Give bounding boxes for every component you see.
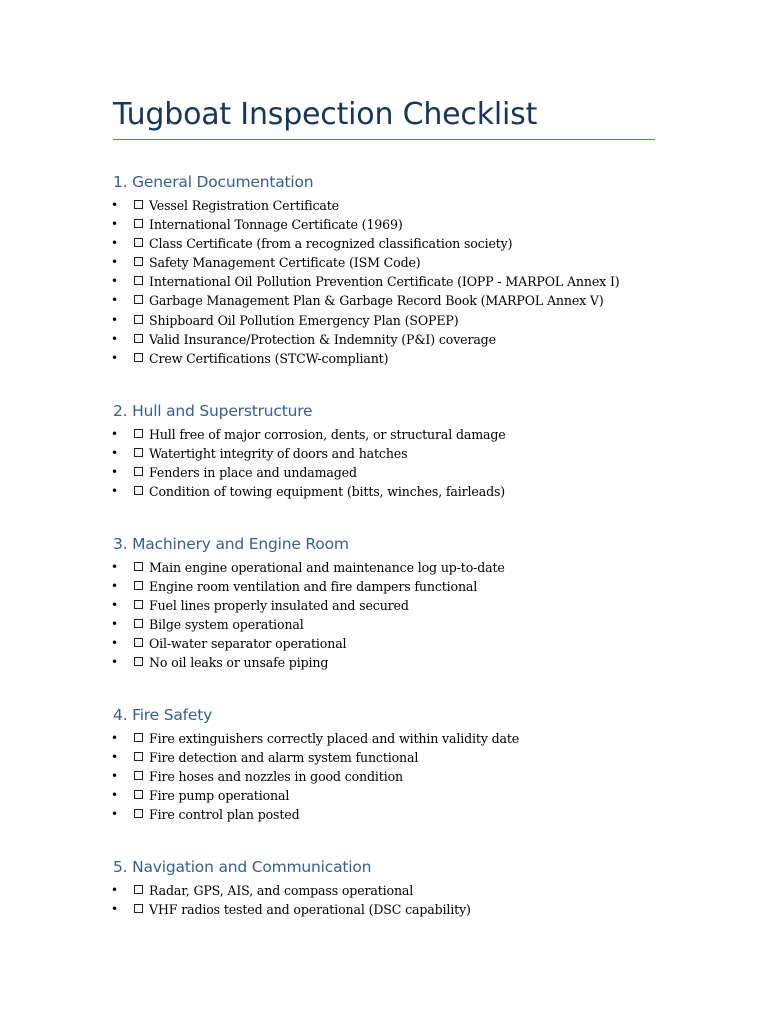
checklist-item	[113, 558, 673, 577]
empty-checkbox-icon	[134, 904, 143, 913]
bullet-icon: •	[111, 560, 118, 574]
bullet-icon: •	[111, 331, 118, 346]
checklist-item	[113, 463, 673, 482]
checklist-items	[113, 558, 673, 673]
empty-checkbox-icon	[134, 790, 143, 799]
checklist-item-text: Watertight integrity of doors and hatches	[149, 446, 408, 462]
document-title: Tugboat Inspection Checklist	[113, 97, 538, 132]
checklist-item	[113, 196, 673, 215]
checklist-item	[113, 272, 673, 291]
checklist-item-text: Radar, GPS, AIS, and compass operational	[149, 883, 414, 898]
bullet-icon: •	[111, 807, 118, 822]
checklist-section	[113, 401, 673, 501]
checklist-item-text: International Tonnage Certificate (1969)	[149, 217, 403, 233]
checklist-item	[113, 311, 673, 330]
empty-checkbox-icon	[134, 448, 143, 457]
bullet-icon: •	[111, 350, 118, 365]
bullet-icon: •	[111, 636, 118, 651]
bullet-icon: •	[111, 217, 118, 232]
bullet-icon: •	[111, 883, 118, 897]
bullet-icon: •	[111, 617, 118, 632]
checklist-item	[113, 482, 673, 501]
checklist-item-text: Shipboard Oil Pollution Emergency Plan (SOPEP)	[149, 312, 459, 328]
checklist-item-text: Crew Certifications (STCW-compliant)	[149, 350, 389, 366]
empty-checkbox-icon	[134, 619, 143, 628]
empty-checkbox-icon	[134, 752, 143, 761]
bullet-icon: •	[111, 198, 118, 212]
checklist-item-text: Fenders in place and undamaged	[149, 465, 357, 481]
empty-checkbox-icon	[134, 429, 143, 438]
empty-checkbox-icon	[134, 219, 143, 228]
empty-checkbox-icon	[134, 238, 143, 247]
empty-checkbox-icon	[134, 600, 143, 609]
checklist-item-text: Class Certificate (from a recognized classification society)	[149, 236, 513, 252]
checklist-item	[113, 767, 673, 786]
empty-checkbox-icon	[134, 771, 143, 780]
bullet-icon: •	[111, 236, 118, 251]
checklist-item	[113, 881, 673, 900]
empty-checkbox-icon	[134, 200, 143, 209]
empty-checkbox-icon	[134, 581, 143, 590]
checklist-item-text: Bilge system operational	[149, 617, 304, 633]
checklist-item	[113, 615, 673, 634]
checklist-section	[113, 857, 673, 919]
bullet-icon: •	[111, 788, 118, 803]
section-heading: 5. Navigation and Communication	[113, 858, 372, 876]
checklist-item	[113, 253, 673, 272]
checklist-item	[113, 596, 673, 615]
checklist-item-text: Fire detection and alarm system functional	[149, 750, 419, 766]
document-page	[113, 0, 655, 140]
bullet-icon: •	[111, 255, 118, 270]
checklist-item-text: Fire pump operational	[149, 788, 290, 804]
empty-checkbox-icon	[134, 657, 143, 666]
checklist-item	[113, 634, 673, 653]
checklist-item-text: Condition of towing equipment (bitts, winches, fairleads)	[149, 484, 506, 500]
bullet-icon: •	[111, 598, 118, 613]
checklist-item-text: Oil-water separator operational	[149, 636, 347, 652]
checklist-section	[113, 172, 673, 368]
checklist-item-text: No oil leaks or unsafe piping	[149, 655, 329, 671]
checklist-item-text: Fire extinguishers correctly placed and within validity date	[149, 731, 520, 746]
checklist-item-text: International Oil Pollution Prevention Certificate (IOPP - MARPOL Annex I)	[149, 274, 620, 290]
section-heading: 3. Machinery and Engine Room	[113, 535, 349, 553]
empty-checkbox-icon	[134, 315, 143, 324]
checklist-item-text: Garbage Management Plan & Garbage Record Book (MARPOL Annex V)	[149, 293, 604, 309]
checklist-item	[113, 900, 673, 919]
checklist-items	[113, 881, 673, 919]
bullet-icon: •	[111, 484, 118, 499]
empty-checkbox-icon	[134, 353, 143, 362]
checklist-item-text: VHF radios tested and operational (DSC capability)	[149, 902, 471, 918]
empty-checkbox-icon	[134, 257, 143, 266]
checklist-items	[113, 196, 673, 368]
empty-checkbox-icon	[134, 486, 143, 495]
empty-checkbox-icon	[134, 562, 143, 571]
checklist-item-text: Fire hoses and nozzles in good condition	[149, 769, 403, 785]
bullet-icon: •	[111, 446, 118, 461]
section-heading: 2. Hull and Superstructure	[113, 402, 313, 420]
checklist-items	[113, 729, 673, 824]
checklist-item-text: Hull free of major corrosion, dents, or structural damage	[149, 427, 506, 442]
bullet-icon: •	[111, 579, 118, 594]
checklist-item-text: Main engine operational and maintenance log up-to-date	[149, 560, 505, 575]
checklist-item	[113, 215, 673, 234]
section-heading: 1. General Documentation	[113, 173, 314, 191]
checklist-item	[113, 349, 673, 368]
bullet-icon: •	[111, 293, 118, 308]
checklist-item	[113, 291, 673, 310]
checklist-section	[113, 705, 673, 824]
checklist-item	[113, 234, 673, 253]
checklist-item	[113, 330, 673, 349]
checklist-item	[113, 786, 673, 805]
checklist-items	[113, 425, 673, 501]
checklist-item-text: Valid Insurance/Protection & Indemnity (P&I) coverage	[149, 331, 496, 347]
checklist-item	[113, 444, 673, 463]
bullet-icon: •	[111, 750, 118, 765]
empty-checkbox-icon	[134, 885, 143, 894]
empty-checkbox-icon	[134, 638, 143, 647]
bullet-icon: •	[111, 312, 118, 327]
checklist-item	[113, 729, 673, 748]
empty-checkbox-icon	[134, 467, 143, 476]
bullet-icon: •	[111, 427, 118, 441]
empty-checkbox-icon	[134, 276, 143, 285]
checklist-item	[113, 805, 673, 824]
checklist-item	[113, 425, 673, 444]
checklist-item-text: Safety Management Certificate (ISM Code)	[149, 255, 421, 271]
empty-checkbox-icon	[134, 733, 143, 742]
bullet-icon: •	[111, 731, 118, 745]
checklist-item-text: Engine room ventilation and fire dampers functional	[149, 579, 478, 595]
bullet-icon: •	[111, 274, 118, 289]
checklist-item-text: Vessel Registration Certificate	[149, 198, 339, 213]
bullet-icon: •	[111, 655, 118, 670]
checklist-item	[113, 748, 673, 767]
checklist-section	[113, 534, 673, 673]
empty-checkbox-icon	[134, 334, 143, 343]
checklist-item	[113, 577, 673, 596]
bullet-icon: •	[111, 465, 118, 480]
title-underline	[113, 139, 655, 140]
checklist-item	[113, 653, 673, 672]
empty-checkbox-icon	[134, 809, 143, 818]
section-heading: 4. Fire Safety	[113, 706, 213, 724]
bullet-icon: •	[111, 769, 118, 784]
checklist-item-text: Fire control plan posted	[149, 807, 300, 823]
empty-checkbox-icon	[134, 295, 143, 304]
checklist-item-text: Fuel lines properly insulated and secured	[149, 598, 409, 614]
bullet-icon: •	[111, 902, 118, 917]
